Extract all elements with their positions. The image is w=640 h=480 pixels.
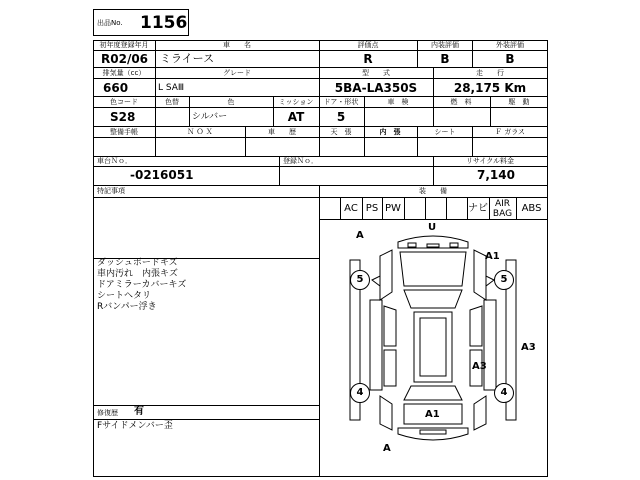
equipment-pw: PW	[385, 203, 401, 214]
label-seat: シート	[434, 128, 456, 136]
tire-rear-right: 4	[494, 383, 514, 403]
label-recycle-fee: リサイクル料金	[465, 157, 515, 165]
car-name-value: ミライース	[160, 52, 215, 65]
color-code-value: S28	[110, 110, 136, 124]
equipment-ps: PS	[365, 203, 379, 214]
note-item: 車内汚れ 内張キズ	[97, 269, 178, 279]
mileage-value: 28,175 Km	[453, 81, 527, 95]
repair-note: Fサイドメンバー歪	[97, 421, 173, 431]
tire-front-left: 5	[350, 270, 370, 290]
equipment-abs: ABS	[521, 203, 542, 214]
transmission-value: AT	[287, 110, 305, 124]
equipment-airbag: AIR BAG	[492, 199, 513, 219]
equipment-navi: ナビ	[468, 203, 488, 214]
label-score: 評価点	[357, 41, 379, 49]
label-vehicle-history: 車 歴	[268, 128, 296, 136]
note-item: Rバンパー浮き	[97, 302, 157, 312]
exterior-grade-value: B	[505, 52, 515, 66]
label-headliner: 天 張	[330, 128, 352, 136]
label-front-glass: Ｆ ガラス	[494, 128, 526, 136]
label-fuel: 燃 料	[450, 98, 472, 106]
label-drive: 駆 動	[508, 98, 530, 106]
repair-history-value: 有	[134, 406, 144, 417]
label-car-name: 車 名	[223, 41, 251, 49]
recycle-fee-value: 7,140	[477, 168, 515, 182]
label-first-registration: 初年度登録年月	[99, 41, 149, 49]
label-color-change: 色替	[165, 98, 179, 106]
damage-mark: A	[383, 443, 391, 454]
label-grade: グレード	[223, 69, 251, 77]
label-repair-history: 修復歴	[97, 409, 118, 417]
car-damage-diagram	[320, 220, 547, 476]
grade-value: L SAⅢ	[158, 83, 185, 93]
doors-value: 5	[336, 110, 346, 124]
label-displacement: 排気量（cc）	[102, 69, 146, 77]
label-model-code: 型 式	[362, 69, 390, 77]
label-mileage: 走 行	[476, 69, 504, 77]
label-maintenance-book: 整備手帳	[110, 128, 138, 136]
label-special-notes: 特記事項	[97, 187, 125, 195]
tire-front-right: 5	[494, 270, 514, 290]
label-inspection: 車 検	[387, 98, 409, 106]
displacement-value: 660	[103, 81, 129, 95]
lot-label: 出品No.	[97, 19, 123, 27]
label-nox: Ｎ Ｏ Ｘ	[187, 128, 213, 136]
first-registration-value: R02/06	[101, 52, 149, 66]
tire-rear-left: 4	[350, 383, 370, 403]
label-doors: ドア・形状	[323, 98, 359, 106]
chassis-no-value: -0216051	[130, 168, 194, 182]
damage-mark: A1	[425, 409, 440, 420]
label-color: 色	[227, 98, 235, 106]
lot-number: 1156	[140, 13, 188, 33]
label-exterior-grade: 外装評価	[496, 41, 524, 49]
score-value: R	[363, 52, 373, 66]
damage-mark: U	[428, 222, 437, 233]
label-registration-no: 登録Ｎｏ．	[283, 157, 318, 165]
damage-mark: A	[356, 230, 364, 241]
color-value: シルバー	[192, 112, 228, 122]
label-interior-trim: 内 張	[379, 128, 401, 136]
interior-grade-value: B	[440, 52, 450, 66]
damage-mark: A1	[485, 251, 500, 262]
label-equipment: 装 備	[419, 187, 447, 195]
note-item: ドアミラーカバーキズ	[97, 280, 187, 290]
label-transmission: ミッション	[278, 98, 314, 106]
label-interior-grade: 内装評価	[431, 41, 459, 49]
damage-mark: A3	[521, 342, 536, 353]
model-code-value: 5BA-LA350S	[334, 81, 418, 95]
note-item: ダッシュボードキズ	[97, 258, 178, 268]
label-chassis-no: 車台Ｎｏ．	[97, 157, 132, 165]
equipment-ac: AC	[344, 203, 358, 214]
damage-mark: A3	[472, 361, 487, 372]
label-color-code: 色コード	[110, 98, 138, 106]
note-item: シートヘタリ	[97, 291, 152, 301]
